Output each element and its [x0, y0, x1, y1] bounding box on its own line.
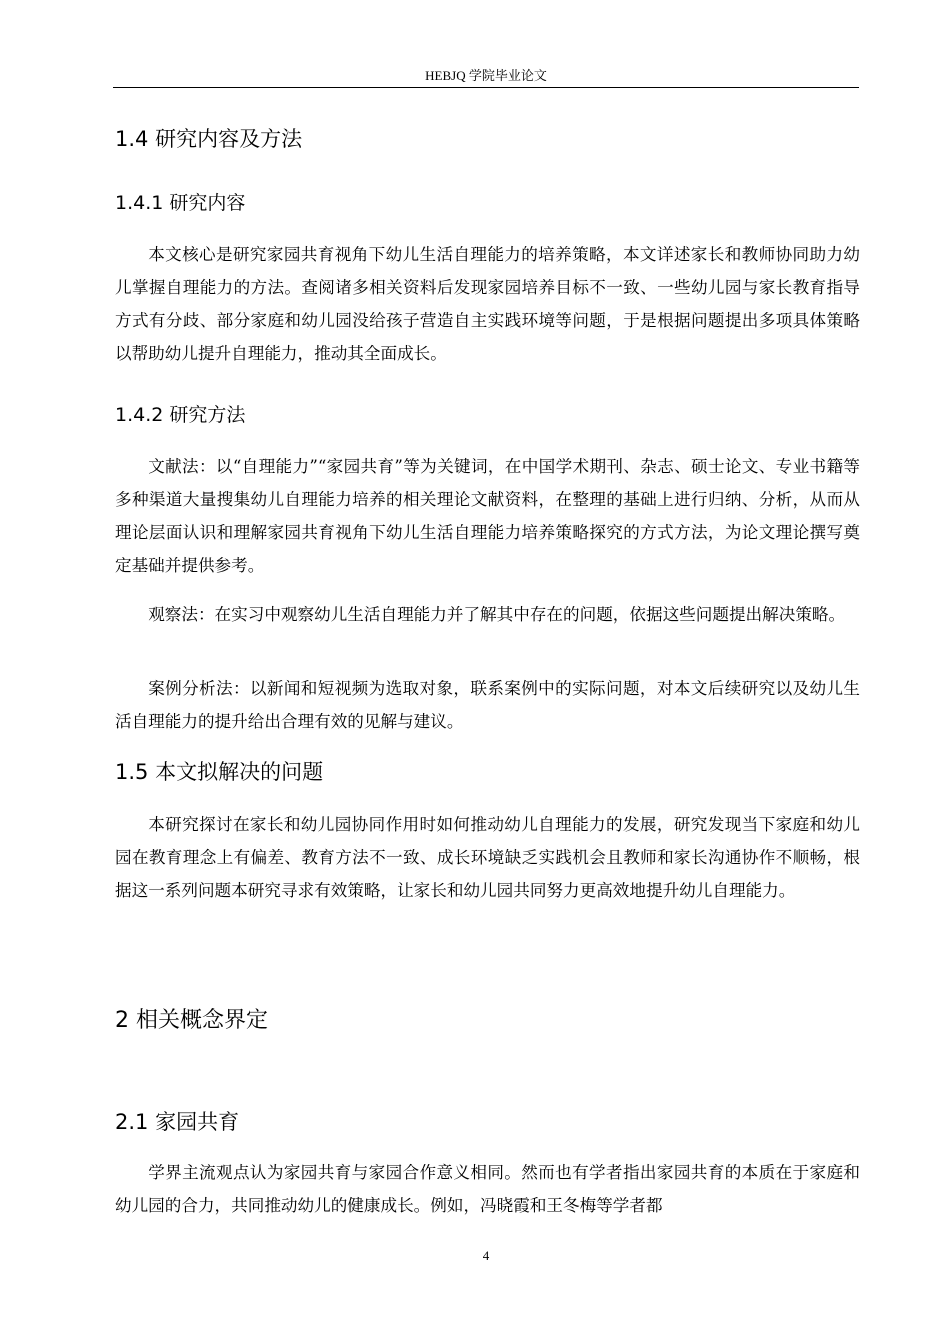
page-number: 4 — [482, 1248, 490, 1263]
paragraph-home-school-coeducation: 学界主流观点认为家园共育与家园合作意义相同。然而也有学者指出家园共育的本质在于家庭和幼儿园的合力，共同推动幼儿的健康成长。例如，冯晓霞和王冬梅等学者都 — [115, 1163, 860, 1215]
paragraph-case-analysis-method: 案例分析法：以新闻和短视频为选取对象，联系案例中的实际问题，对本文后续研究以及幼儿生活自理能力的提升给出合理有效的见解与建议。 — [115, 679, 860, 731]
section-heading-1-4-2: 1.4.2 研究方法 — [115, 404, 246, 426]
header-divider — [113, 87, 859, 88]
section-heading-1-5: 1.5 本文拟解决的问题 — [115, 760, 324, 784]
section-heading-1-4: 1.4 研究内容及方法 — [115, 127, 303, 151]
running-header: HEBJQ 学院毕业论文 — [425, 68, 547, 83]
paragraph-problems-to-solve: 本研究探讨在家长和幼儿园协同作用时如何推动幼儿自理能力的发展，研究发现当下家庭和幼儿园在教育理念上有偏差、教育方法不一致、成长环境缺乏实践机会且教师和家长沟通协作不顺畅，根据这一系列问题本研究寻求有效策略，让家长和幼儿园共同努力更高效地提升幼儿自理能力。 — [115, 815, 860, 900]
paragraph-research-content: 本文核心是研究家园共育视角下幼儿生活自理能力的培养策略，本文详述家长和教师协同助力幼儿掌握自理能力的方法。查阅诸多相关资料后发现家园培养目标不一致、一些幼儿园与家长教育指导方式有分歧、部分家庭和幼儿园没给孩子营造自主实践环境等问题，于是根据问题提出多项具体策略以帮助幼儿提升自理能力，推动其全面成长。 — [115, 245, 860, 363]
section-heading-1-4-1: 1.4.1 研究内容 — [115, 192, 246, 214]
chapter-heading-2: 2 相关概念界定 — [115, 1008, 268, 1033]
section-heading-2-1: 2.1 家园共育 — [115, 1110, 240, 1134]
paragraph-literature-method: 文献法：以“自理能力”“家园共育”等为关键词，在中国学术期刊、杂志、硕士论文、专业书籍等多种渠道大量搜集幼儿自理能力培养的相关理论文献资料，在整理的基础上进行归纳、分析，从而从理论层面认识和理解家园共育视角下幼儿生活自理能力培养策略探究的方式方法，为论文理论撰写奠定基础并提供参考。 — [115, 457, 860, 575]
paragraph-observation-method: 观察法：在实习中观察幼儿生活自理能力并了解其中存在的问题，依据这些问题提出解决策略。 — [148, 605, 846, 624]
